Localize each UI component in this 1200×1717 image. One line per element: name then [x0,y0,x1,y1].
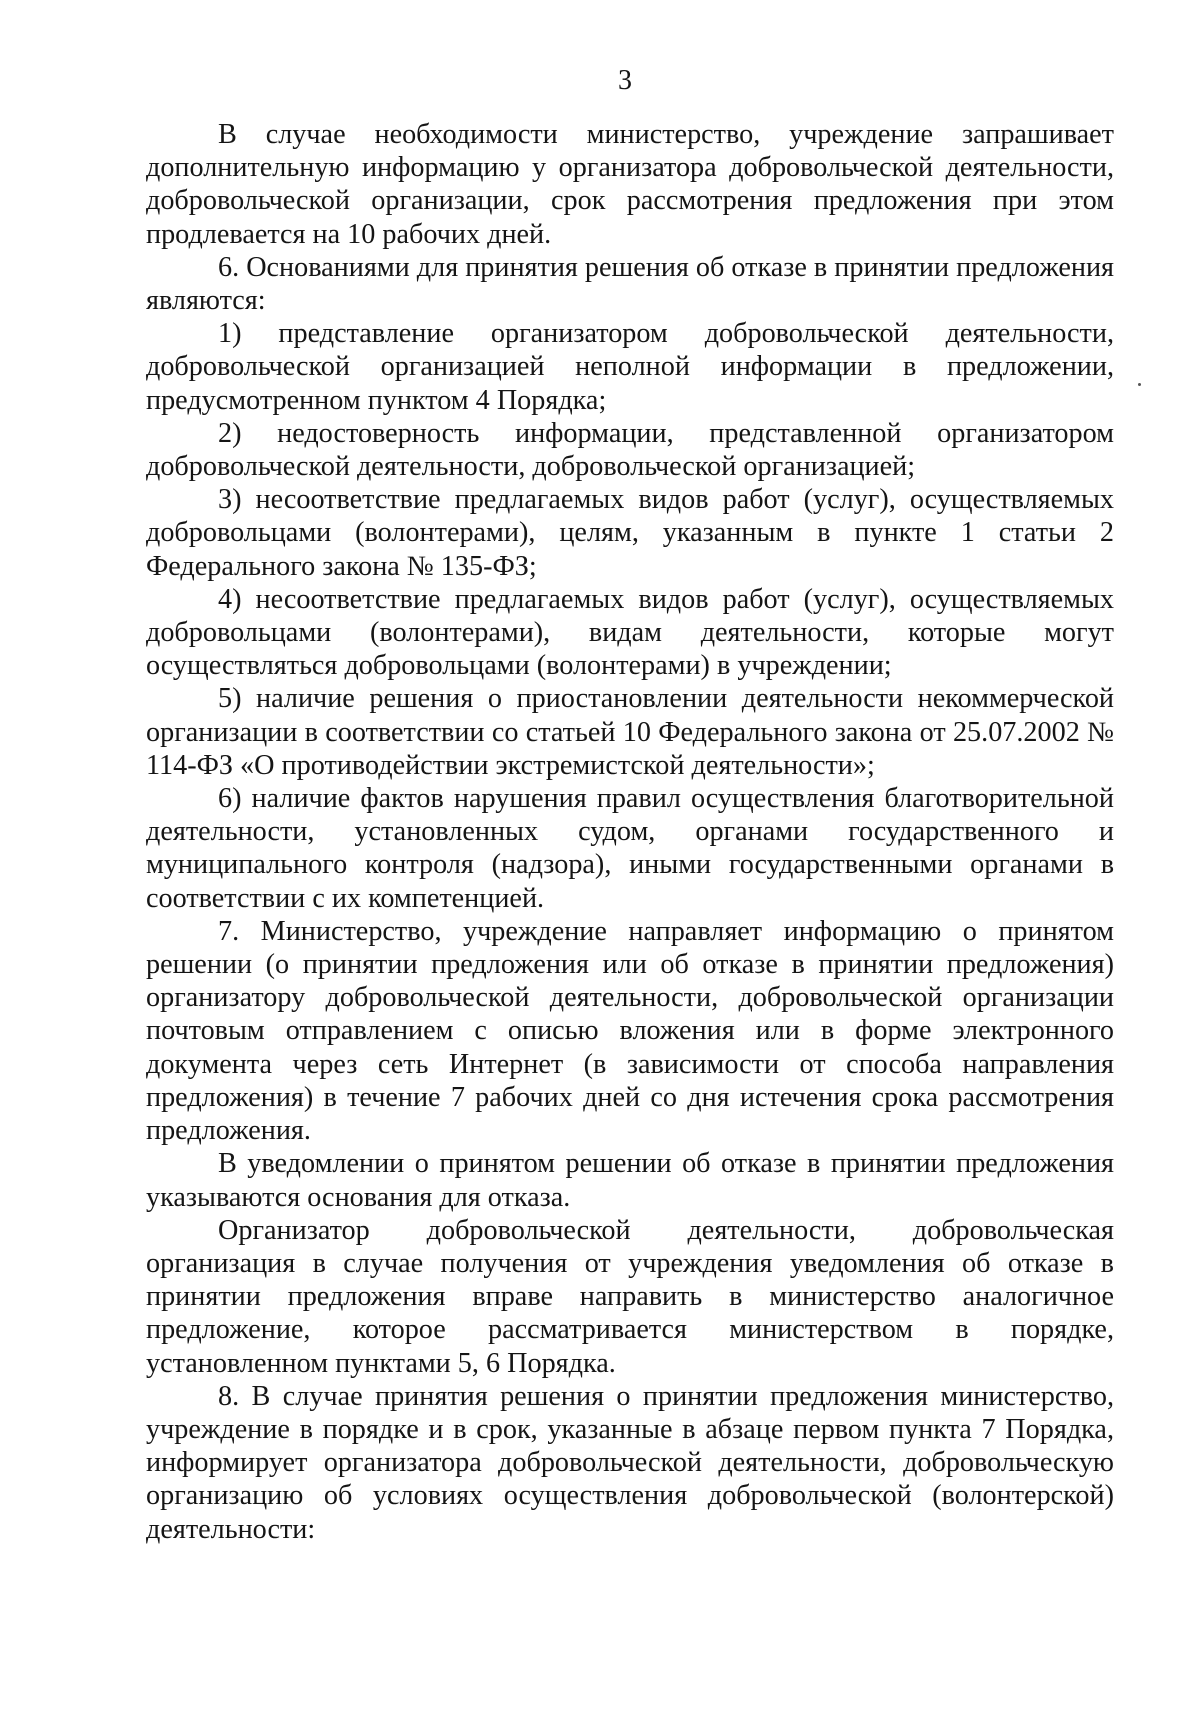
paragraph-7-decision-notice: 7. Министерство, учреждение направляет информацию о принятом решении (о принятии предложения или об отказе в принятии предложения) организатору добровольческой деятельности, добровольческой организации почтовым отправлением с описью вложения или в форме электронного документа через сеть Интернет (в зависимости от способа направления предложения) в течение 7 рабочих дней со дня истечения срока рассмотрения предложения. [146,915,1114,1147]
list-item-6-6: 6) наличие фактов нарушения правил осуществления благотворительной деятельности, установленных судом, органами государственного и муниципального контроля (надзора), иными государственными органами в соответствии с их компетенцией. [146,783,1114,914]
page-number: 3 [618,65,632,96]
list-item-6-4: 4) несоответствие предлагаемых видов работ (услуг), осуществляемых добровольцами (волонтерами), видам деятельности, которые могут осуществляться добровольцами (волонтерами) в учреждении; [146,583,1114,682]
paragraph-6-refusal-grounds: 6. Основаниями для принятия решения об отказе в принятии предложения являются: [146,251,1114,317]
list-item-6-2: 2) недостоверность информации, представленной организатором добровольческой деятельности, добровольческой организацией; [146,417,1114,483]
paragraph-resubmission: Организатор добровольческой деятельности, добровольческая организация в случае получения от учреждения уведомления об отказе в принятии предложения вправе направить в министерство аналогичное предложение, которое рассматривается министерством в порядке, установленном пунктами 5, 6 Порядка. [146,1214,1114,1379]
paragraph-additional-info-request: В случае необходимости министерство, учреждение запрашивает дополнительную информацию у организатора добровольческой деятельности, добровольческой организации, срок рассмотрения предложения при этом продлевается на 10 рабочих дней. [146,119,1114,250]
list-item-6-3: 3) несоответствие предлагаемых видов работ (услуг), осуществляемых добровольцами (волонтерами), целям, указанным в пункте 1 статьи 2 Федерального закона № 135-ФЗ; [146,484,1114,582]
list-item-6-1: 1) представление организатором добровольческой деятельности, добровольческой организацией неполной информации в предложении, предусмотренном пунктом 4 Порядка; [146,318,1114,416]
list-item-6-5: 5) наличие решения о приостановлении деятельности некоммерческой организации в соответствии со статьей 10 Федерального закона от 25.07.2002 № 114-ФЗ «О противодействии экстремистской деятельности»; [146,683,1114,781]
paragraph-8-acceptance: 8. В случае принятия решения о принятии предложения министерство, учреждение в порядке и в срок, указанные в абзаце первом пункта 7 Порядка, информирует организатора добровольческой деятельности, добровольческую организацию об условиях осуществления добровольческой (волонтерской) деятельности: [146,1380,1114,1545]
paragraph-refusal-notification: В уведомлении о принятом решении об отказе в принятии предложения указываются основания для отказа. [146,1148,1114,1213]
document-body [146,118,1114,1546]
scan-speck [1138,383,1141,386]
